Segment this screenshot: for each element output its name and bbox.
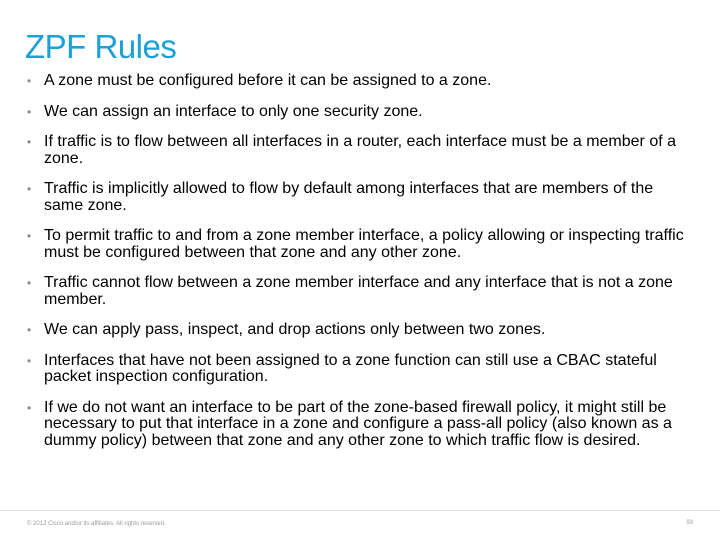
bullet-text: If traffic is to flow between all interfaces in a router, each interface must be a member of a zone. bbox=[44, 133, 677, 167]
bullet-text: Interfaces that have not been assigned to a zone function can still use a CBAC stateful packet inspection configuration. bbox=[44, 351, 657, 385]
bullet-dot-icon: • bbox=[27, 74, 32, 88]
bullet-item bbox=[24, 400, 692, 450]
bullet-item bbox=[24, 134, 692, 167]
bullet-item bbox=[24, 353, 692, 386]
bullet-item bbox=[24, 228, 692, 261]
bullet-dot-icon: • bbox=[27, 104, 32, 119]
bullet-text: A zone must be configured before it can be assigned to a zone. bbox=[44, 72, 492, 89]
bullet-item bbox=[24, 73, 692, 90]
bullet-dot-icon: • bbox=[27, 229, 32, 243]
bullet-item bbox=[24, 275, 692, 308]
bullet-dot-icon: • bbox=[27, 323, 32, 337]
bullet-text: If we do not want an interface to be part of the zone-based firewall policy, it might still be necessary to put that interface in a zone and configure a pass-all policy (also known as a dummy policy) between that zone and any other zone to which traffic flow is desired. bbox=[44, 398, 672, 449]
bullet-text: Traffic is implicitly allowed to flow by default among interfaces that are members of the same zone. bbox=[44, 180, 654, 214]
slide-title: ZPF Rules bbox=[25, 28, 177, 65]
bullet-item bbox=[24, 181, 692, 214]
bullet-dot-icon: • bbox=[27, 135, 32, 149]
bullet-text: We can assign an interface to only one security zone. bbox=[44, 102, 423, 120]
page-number: 93 bbox=[686, 520, 693, 526]
bullet-item bbox=[24, 104, 692, 121]
bullet-dot-icon: • bbox=[27, 276, 32, 290]
bullet-dot-icon: • bbox=[27, 182, 32, 196]
bullet-text: To permit traffic to and from a zone member interface, a policy allowing or inspecting traffic must be configured between that zone and any other zone. bbox=[44, 227, 684, 261]
bullet-dot-icon: • bbox=[27, 353, 32, 368]
bullet-text: We can apply pass, inspect, and drop actions only between two zones. bbox=[44, 321, 546, 338]
footer-copyright: © 2012 Cisco and/or its affiliates. All rights reserved. bbox=[27, 521, 166, 527]
bullet-list bbox=[24, 73, 692, 463]
bullet-item bbox=[24, 322, 692, 339]
footer-divider bbox=[0, 510, 720, 511]
bullet-dot-icon: • bbox=[27, 400, 32, 415]
bullet-text: Traffic cannot flow between a zone member interface and any interface that is not a zone member. bbox=[44, 274, 673, 308]
